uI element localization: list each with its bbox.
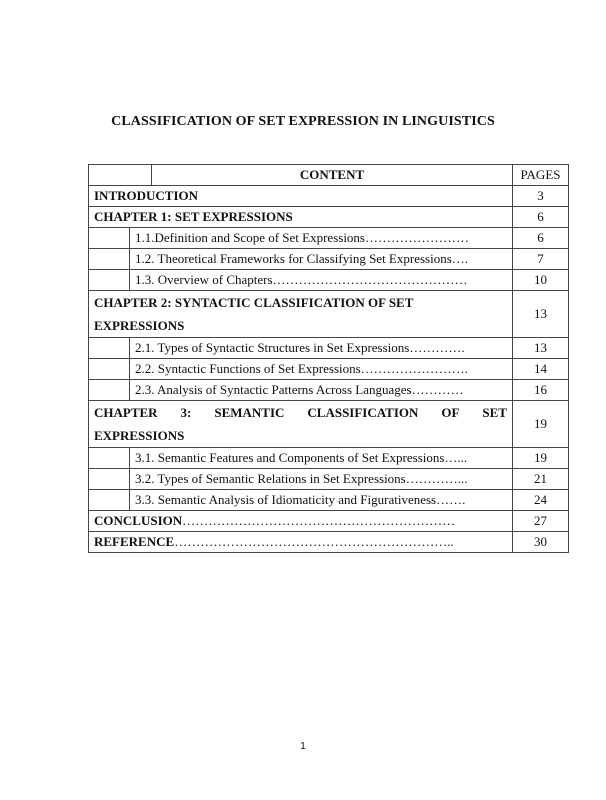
toc-row-page: 7 xyxy=(513,249,569,270)
table-row xyxy=(89,207,569,228)
page-number: 1 xyxy=(300,741,306,752)
toc-indent-cell xyxy=(89,228,130,249)
table-row xyxy=(89,270,569,291)
toc-row-page: 21 xyxy=(513,469,569,490)
table-row xyxy=(89,469,569,490)
toc-row-label: INTRODUCTION xyxy=(89,186,513,207)
toc-indent-cell xyxy=(89,338,130,359)
toc-row-label: 2.1. Types of Syntactic Structures in Set Expressions…………. xyxy=(130,338,513,359)
toc-indent-cell xyxy=(89,270,130,291)
table-row xyxy=(89,490,569,511)
toc-row-page: 13 xyxy=(513,291,569,338)
toc-row-label-bold: REFERENCE xyxy=(94,534,175,549)
toc-row-page: 24 xyxy=(513,490,569,511)
toc-row-leader: ……………………………………………………… xyxy=(182,513,456,528)
toc-header-blank-cell xyxy=(89,165,152,186)
toc-indent-cell xyxy=(89,380,130,401)
toc-indent-cell xyxy=(89,249,130,270)
toc-row-leader: ……………………………………………………….. xyxy=(174,534,454,549)
toc-row-page: 10 xyxy=(513,270,569,291)
table-of-contents xyxy=(88,164,569,553)
toc-row-label: CHAPTER 1: SET EXPRESSIONS xyxy=(89,207,513,228)
toc-row-label xyxy=(89,511,513,532)
table-row xyxy=(89,291,569,338)
toc-row-page: 3 xyxy=(513,186,569,207)
toc-row-page: 30 xyxy=(513,532,569,553)
toc-header-row xyxy=(89,165,569,186)
toc-row-page: 19 xyxy=(513,448,569,469)
toc-indent-cell xyxy=(89,448,130,469)
table-row xyxy=(89,401,569,448)
toc-word: CHAPTER xyxy=(94,405,158,420)
toc-word: SEMANTIC xyxy=(214,405,285,420)
table-row xyxy=(89,511,569,532)
toc-row-label: 1.3. Overview of Chapters……………………………………… xyxy=(130,270,513,291)
toc-header-content: CONTENT xyxy=(152,165,513,186)
table-row xyxy=(89,249,569,270)
toc-row-page: 13 xyxy=(513,338,569,359)
table-row xyxy=(89,380,569,401)
toc-row-label-bold: CONCLUSION xyxy=(94,513,183,528)
toc-row-label xyxy=(89,532,513,553)
toc-indent-cell xyxy=(89,469,130,490)
toc-row-label: 3.2. Types of Semantic Relations in Set Expressions…………... xyxy=(130,469,513,490)
toc-row-label-line1 xyxy=(94,401,507,424)
toc-row-page: 6 xyxy=(513,207,569,228)
toc-row-label-line2: EXPRESSIONS xyxy=(94,428,185,443)
toc-row-page: 19 xyxy=(513,401,569,448)
toc-word: OF xyxy=(441,405,460,420)
document-title: CLASSIFICATION OF SET EXPRESSION IN LINGUISTICS xyxy=(111,114,495,129)
toc-word: 3: xyxy=(180,405,192,420)
toc-row-label xyxy=(89,401,513,448)
toc-indent-cell xyxy=(89,490,130,511)
table-row xyxy=(89,186,569,207)
table-row xyxy=(89,448,569,469)
toc-indent-cell xyxy=(89,359,130,380)
toc-header-pages: PAGES xyxy=(513,165,569,186)
toc-row-label: 2.2. Syntactic Functions of Set Expressions……………………. xyxy=(130,359,513,380)
toc-row-label: 2.3. Analysis of Syntactic Patterns Across Languages………… xyxy=(130,380,513,401)
table-row xyxy=(89,532,569,553)
toc-row-label: 3.1. Semantic Features and Components of Set Expressions…... xyxy=(130,448,513,469)
toc-row-page: 16 xyxy=(513,380,569,401)
table-row xyxy=(89,228,569,249)
toc-row-label: 1.2. Theoretical Frameworks for Classifying Set Expressions…. xyxy=(130,249,513,270)
toc-row-label: 3.3. Semantic Analysis of Idiomaticity and Figurativeness……. xyxy=(130,490,513,511)
toc-row-page: 14 xyxy=(513,359,569,380)
toc-row-label: 1.1.Definition and Scope of Set Expressions…………………… xyxy=(130,228,513,249)
table-row xyxy=(89,359,569,380)
toc-word: CLASSIFICATION xyxy=(307,405,419,420)
toc-word: SET xyxy=(482,405,507,420)
toc-row-label-line2: EXPRESSIONS xyxy=(94,318,185,333)
toc-row-page: 27 xyxy=(513,511,569,532)
table-row xyxy=(89,338,569,359)
toc-row-label-line1: CHAPTER 2: SYNTACTIC CLASSIFICATION OF SET xyxy=(94,295,414,310)
toc-row-label xyxy=(89,291,513,338)
toc-row-page: 6 xyxy=(513,228,569,249)
